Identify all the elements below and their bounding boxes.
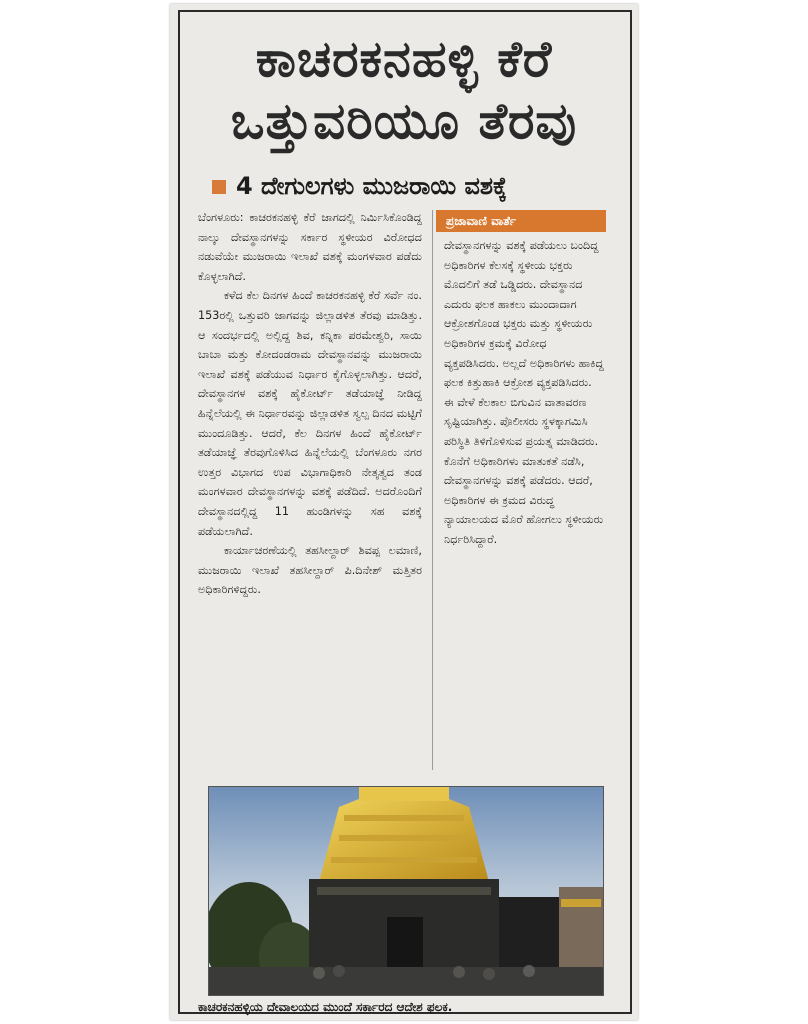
square-bullet-icon bbox=[212, 180, 226, 194]
right-column bbox=[444, 236, 604, 550]
temple-photo bbox=[208, 786, 604, 996]
photo-caption: ಕಾಚರಕನಹಳ್ಳಿಯ ದೇವಾಲಯದ ಮುಂದೆ ಸರ್ಕಾರದ ಆದೇಶ ಫಲಕ. bbox=[198, 1000, 453, 1014]
headline-line-1: ಕಾಚರಕನಹಳ್ಳಿ ಕೆರೆ bbox=[255, 30, 553, 88]
subheadline-text: 4 ದೇಗುಲಗಳು ಮುಜರಾಯಿ ವಶಕ್ಕೆ bbox=[236, 172, 508, 200]
newspaper-clipping bbox=[170, 4, 638, 1020]
left-column bbox=[198, 208, 422, 600]
paragraph: ಬೆಂಗಳೂರು: ಕಾಚರಕನಹಳ್ಳಿ ಕೆರೆ ಜಾಗದಲ್ಲಿ ನಿರ್ಮಿಸಿಕೊಂಡಿದ್ದ ನಾಲ್ಕು ದೇವಸ್ಥಾನಗಳನ್ನು ಸರ್ಕಾರ ಸ್ಥಳೀಯರ ವಿರೋಧದ ನಡುವೆಯೇ ಮುಜರಾಯಿ ಇಲಾಖೆ ವಶಕ್ಕೆ ಮಂಗಳವಾರ ಪಡೆದು ಕೊಳ್ಳಲಾಗಿದೆ. bbox=[198, 211, 422, 283]
paragraph: ದೇವಸ್ಥಾನಗಳನ್ನು ವಶಕ್ಕೆ ಪಡೆಯಲು ಬಂದಿದ್ದ ಅಧಿಕಾರಿಗಳ ಕೆಲಸಕ್ಕೆ ಸ್ಥಳೀಯ ಭಕ್ತರು ಮೊದಲಿಗೆ ತಡೆ ಒಡ್ಡಿದರು. ದೇವಸ್ಥಾನದ ಎದುರು ಫಲಕ ಹಾಕಲು ಮುಂದಾದಾಗ ಆಕ್ರೋಶಗೊಂಡ ಭಕ್ತರು ಮತ್ತು ಸ್ಥಳೀಯರು ಅಧಿಕಾರಿಗಳ ಕ್ರಮಕ್ಕೆ ವಿರೋಧ ವ್ಯಕ್ತಪಡಿಸಿದರು. ಅಲ್ಲದೆ ಅಧಿಕಾರಿಗಳು ಹಾಕಿದ್ದ ಫಲಕ ಕಿತ್ತುಹಾಕಿ ಆಕ್ರೋಶ ವ್ಯಕ್ತಪಡಿಸಿದರು. ಈ ವೇಳೆ ಕೆಲಕಾಲ ಬಿಗುವಿನ ವಾತಾವರಣ ಸೃಷ್ಟಿಯಾಗಿತ್ತು. ಪೊಲೀಸರು ಸ್ಥಳಕ್ಕಾಗಮಿಸಿ ಪರಿಸ್ಥಿತಿ ತಿಳಿಗೊಳಿಸುವ ಪ್ರಯತ್ನ ಮಾಡಿದರು. ಕೊನೆಗೆ ಅಧಿಕಾರಿಗಳು ಮಾತುಕತೆ ನಡೆಸಿ, ದೇವಸ್ಥಾನಗಳನ್ನು ವಶಕ್ಕೆ ಪಡೆದರು. ಆದರೆ, ಅಧಿಕಾರಿಗಳ ಈ ಕ್ರಮದ ವಿರುದ್ಧ ನ್ಯಾಯಾಲಯದ ಮೊರೆ ಹೋಗಲು ಸ್ಥಳೀಯರು ನಿರ್ಧರಿಸಿದ್ದಾರೆ. bbox=[444, 239, 604, 546]
byline-tag: ಪ್ರಜಾವಾಣಿ ವಾರ್ತೆ bbox=[436, 210, 606, 232]
subheadline bbox=[212, 172, 632, 200]
headline-line-2: ಒತ್ತುವರಿಯೂ ತೆರವು bbox=[230, 92, 578, 150]
paragraph: ಕಳೆದ ಕೆಲ ದಿನಗಳ ಹಿಂದೆ ಕಾಚರಕನಹಳ್ಳಿ ಕೆರೆ ಸರ್ವೆ ನಂ. 153ರಲ್ಲಿ ಒತ್ತುವರಿ ಜಾಗವನ್ನು ಜಿಲ್ಲಾಡಳಿತ ತೆರವು ಮಾಡಿತ್ತು. ಆ ಸಂದರ್ಭದಲ್ಲಿ ಅಲ್ಲಿದ್ದ ಶಿವ, ಕನ್ನಿಕಾ ಪರಮೇಶ್ವರಿ, ಸಾಯಿ ಬಾಬಾ ಮತ್ತು ಕೋದಂಡರಾಮ ದೇವಸ್ಥಾನವನ್ನು ಮುಜರಾಯಿ ಇಲಾಖೆ ವಶಕ್ಕೆ ಪಡೆಯುವ ನಿರ್ಧಾರ ಕೈಗೊಳ್ಳಲಾಗಿತ್ತು. ಆದರೆ, ದೇವಸ್ಥಾನಗಳ ವಶಕ್ಕೆ ಹೈಕೋರ್ಟ್ ತಡೆಯಾಜ್ಞೆ ನೀಡಿದ್ದ ಹಿನ್ನೆಲೆಯಲ್ಲಿ ಈ ನಿರ್ಧಾರವನ್ನು ಜಿಲ್ಲಾಡಳಿತ ಸ್ವಲ್ಪ ದಿನದ ಮಟ್ಟಿಗೆ ಮುಂದೂಡಿತ್ತು. ಆದರೆ, ಕೆಲ ದಿನಗಳ ಹಿಂದೆ ಹೈಕೋರ್ಟ್ ತಡೆಯಾಜ್ಞೆ ತೆರವುಗೊಳಿಸಿದ ಹಿನ್ನೆಲೆಯಲ್ಲಿ ಬೆಂಗಳೂರು ನಗರ ಉತ್ತರ ವಿಭಾಗದ ಉಪ ವಿಭಾಗಾಧಿಕಾರಿ ನೇತೃತ್ವದ ತಂಡ ಮಂಗಳವಾರ ದೇವಸ್ಥಾನಗಳನ್ನು ವಶಕ್ಕೆ ಪಡೆದಿದೆ. ಅದರೊಂದಿಗೆ ದೇವಸ್ಥಾನದಲ್ಲಿದ್ದ 11 ಹುಂಡಿಗಳನ್ನು ಸಹ ವಶಕ್ಕೆ ಪಡೆಯಲಾಗಿದೆ. bbox=[198, 289, 422, 538]
paragraph: ಕಾರ್ಯಾಚರಣೆಯಲ್ಲಿ ತಹಸೀಲ್ದಾರ್ ಶಿವಪ್ಪ ಲಮಾಣಿ, ಮುಜರಾಯಿ ಇಲಾಖೆ ತಹಸೀಲ್ದಾರ್ ಪಿ.ದಿನೇಶ್ ಮತ್ತಿತರ ಅಧಿಕಾರಿಗಳಿದ್ದರು. bbox=[198, 544, 422, 597]
temple-photo-image bbox=[209, 787, 603, 995]
column-divider bbox=[432, 210, 433, 770]
